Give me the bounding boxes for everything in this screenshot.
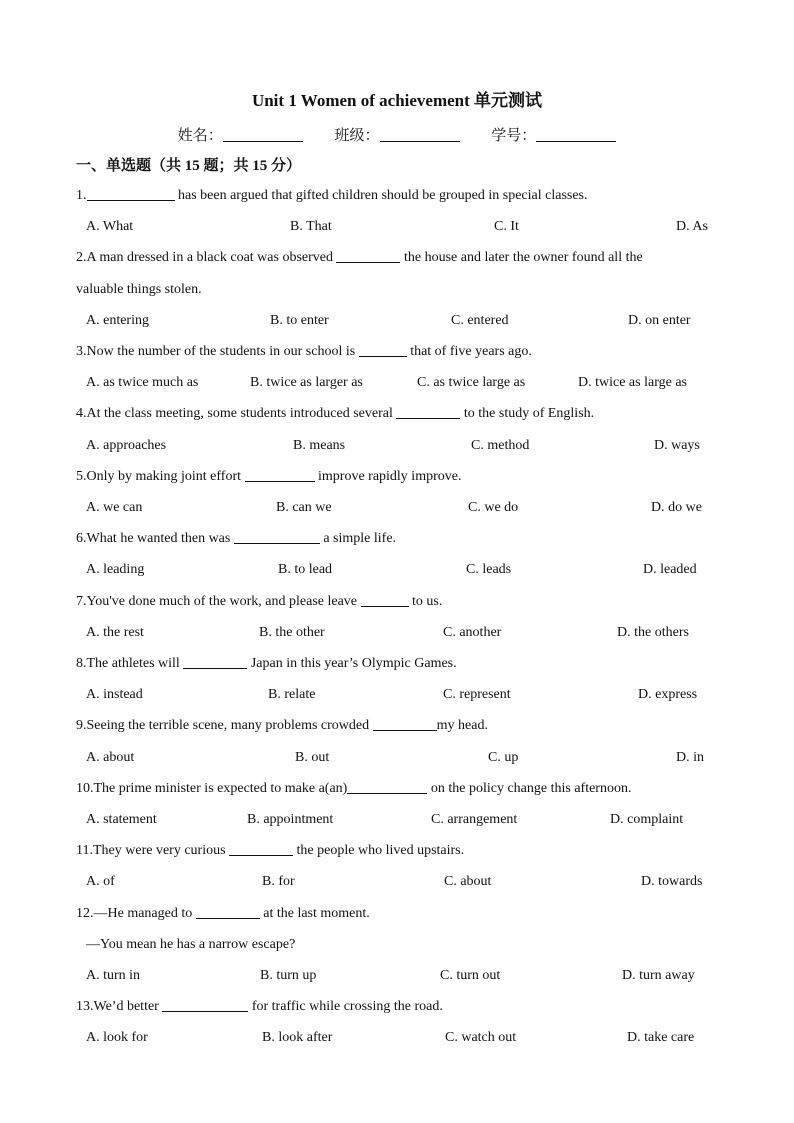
option-a[interactable]: A. the rest [86, 625, 144, 640]
option-b[interactable]: B. out [295, 750, 330, 765]
option-b[interactable]: B. relate [268, 687, 316, 702]
option-a[interactable]: A. approaches [86, 438, 167, 453]
question-text: the people who lived upstairs. [293, 843, 465, 858]
option-d[interactable]: D. As [676, 219, 708, 234]
option-b[interactable]: B. appointment [247, 812, 334, 827]
question-8 [76, 654, 716, 674]
option-d[interactable]: D. twice as large as [578, 375, 687, 390]
question-text: Seeing the terrible scene, many problems crowded [86, 718, 373, 733]
student-id-field [491, 124, 616, 145]
option-c[interactable]: C. up [488, 750, 519, 765]
question-1 [76, 186, 716, 206]
question-text: has been argued that gifted children should be grouped in special classes. [174, 188, 588, 203]
question-number: 12. [76, 906, 94, 921]
question-5 [76, 467, 716, 487]
question-text: for traffic while crossing the road. [248, 999, 443, 1014]
option-b[interactable]: B. the other [259, 625, 325, 640]
option-a[interactable]: A. What [86, 219, 134, 234]
option-c[interactable]: C. as twice large as [417, 375, 526, 390]
name-blank[interactable] [223, 127, 303, 142]
option-a[interactable]: A. as twice much as [86, 375, 199, 390]
question-text: What he wanted then was [86, 531, 234, 546]
option-b[interactable]: B. can we [276, 500, 332, 515]
class-label: 班级： [334, 128, 380, 144]
option-c[interactable]: C. leads [466, 562, 512, 577]
answer-blank[interactable] [373, 716, 437, 731]
option-c[interactable]: C. arrangement [431, 812, 518, 827]
option-b[interactable]: B. to enter [270, 313, 329, 328]
option-c[interactable]: C. another [443, 625, 502, 640]
question-text: Only by making joint effort [86, 469, 245, 484]
question-number: 8. [76, 656, 87, 671]
option-d[interactable]: D. towards [641, 874, 703, 889]
question-text: my head. [436, 718, 488, 733]
question-2 [76, 248, 716, 268]
question-number: 9. [76, 718, 87, 733]
option-d[interactable]: D. ways [654, 438, 700, 453]
answer-blank[interactable] [87, 186, 175, 201]
option-b[interactable]: B. That [290, 219, 332, 234]
option-b[interactable]: B. to lead [278, 562, 333, 577]
question-number: 6. [76, 531, 87, 546]
answer-blank[interactable] [229, 841, 293, 856]
question-number: 7. [76, 594, 87, 609]
option-d[interactable]: D. on enter [628, 313, 691, 328]
option-d[interactable]: D. express [638, 687, 698, 702]
question-number: 1. [76, 188, 87, 203]
page-title: Unit 1 Women of achievement 单元测试 [251, 91, 543, 110]
class-field [334, 124, 459, 145]
option-c[interactable]: C. turn out [440, 968, 501, 983]
student-id-blank[interactable] [536, 127, 616, 142]
question-4 [76, 404, 716, 424]
question-text: to the study of English. [460, 406, 595, 421]
question-text: to us. [408, 594, 443, 609]
option-c[interactable]: C. represent [443, 687, 511, 702]
option-d[interactable]: D. do we [651, 500, 702, 515]
option-c[interactable]: C. watch out [445, 1030, 517, 1045]
question-6 [76, 529, 716, 549]
question-text: at the last moment. [259, 906, 370, 921]
question-text: They were very curious [92, 843, 230, 858]
question-7 [76, 592, 716, 612]
option-b[interactable]: B. for [262, 874, 295, 889]
answer-blank[interactable] [359, 342, 407, 357]
question-number: 11. [76, 843, 93, 858]
option-c[interactable]: C. entered [451, 313, 509, 328]
option-c[interactable]: C. about [444, 874, 492, 889]
option-c[interactable]: C. we do [468, 500, 519, 515]
option-b[interactable]: B. turn up [260, 968, 317, 983]
answer-blank[interactable] [196, 904, 260, 919]
question-text: You've done much of the work, and please leave [86, 594, 361, 609]
option-d[interactable]: D. turn away [622, 968, 695, 983]
student-id-label: 学号： [491, 128, 537, 144]
option-a[interactable]: A. instead [86, 687, 143, 702]
option-b[interactable]: B. means [293, 438, 346, 453]
option-c[interactable]: C. method [471, 438, 530, 453]
question-text: on the policy change this afternoon. [427, 781, 632, 796]
question-13 [76, 997, 716, 1017]
question-number: 10. [76, 781, 94, 796]
question-number: 4. [76, 406, 87, 421]
question-number: 2. [76, 250, 87, 265]
question-3 [76, 342, 716, 362]
student-info-row [0, 124, 794, 145]
question-12-continued: —You mean he has a narrow escape? [86, 937, 296, 952]
option-b[interactable]: B. twice as larger as [250, 375, 363, 390]
option-b[interactable]: B. look after [262, 1030, 333, 1045]
question-number: 3. [76, 344, 87, 359]
section-heading: 一、单选题（共 15 题；共 15 分） [76, 158, 302, 174]
answer-blank[interactable] [183, 654, 247, 669]
name-label: 姓名： [177, 128, 223, 144]
answer-blank[interactable] [347, 779, 427, 794]
name-field [178, 124, 303, 145]
question-number: 13. [76, 999, 94, 1014]
question-text: the house and later the owner found all the [400, 250, 643, 265]
question-text: that of five years ago. [406, 344, 532, 359]
option-d[interactable]: D. complaint [610, 812, 684, 827]
answer-blank[interactable] [396, 404, 460, 419]
option-a[interactable]: A. statement [86, 812, 157, 827]
question-text: A man dressed in a black coat was observed [86, 250, 337, 265]
question-number: 5. [76, 469, 87, 484]
class-blank[interactable] [380, 127, 460, 142]
answer-blank[interactable] [245, 467, 315, 482]
option-d[interactable]: D. the others [617, 625, 689, 640]
question-text: The athletes will [86, 656, 184, 671]
option-d[interactable]: D. leaded [643, 562, 697, 577]
question-text: Now the number of the students in our school is [86, 344, 359, 359]
question-text: —He managed to [93, 906, 196, 921]
option-a[interactable]: A. about [86, 750, 135, 765]
question-12 [76, 904, 716, 924]
question-11 [76, 841, 716, 861]
answer-blank[interactable] [336, 248, 400, 263]
answer-blank[interactable] [234, 529, 320, 544]
question-text: a simple life. [319, 531, 397, 546]
question-10 [76, 779, 716, 799]
question-text: At the class meeting, some students introduced several [86, 406, 397, 421]
question-2-continued: valuable things stolen. [76, 282, 202, 297]
question-text: We’d better [93, 999, 163, 1014]
answer-blank[interactable] [361, 592, 409, 607]
option-a[interactable]: A. entering [86, 313, 149, 328]
option-d[interactable]: D. take care [627, 1030, 695, 1045]
question-text: improve rapidly improve. [314, 469, 462, 484]
option-a[interactable]: A. we can [86, 500, 143, 515]
option-c[interactable]: C. It [494, 219, 519, 234]
question-text: Japan in this year’s Olympic Games. [247, 656, 457, 671]
option-d[interactable]: D. in [676, 750, 704, 765]
option-a[interactable]: A. turn in [86, 968, 141, 983]
option-a[interactable]: A. leading [86, 562, 145, 577]
option-a[interactable]: A. of [86, 874, 115, 889]
answer-blank[interactable] [162, 997, 248, 1012]
option-a[interactable]: A. look for [86, 1030, 148, 1045]
question-text: The prime minister is expected to make a(an) [93, 781, 348, 796]
question-9 [76, 716, 716, 736]
